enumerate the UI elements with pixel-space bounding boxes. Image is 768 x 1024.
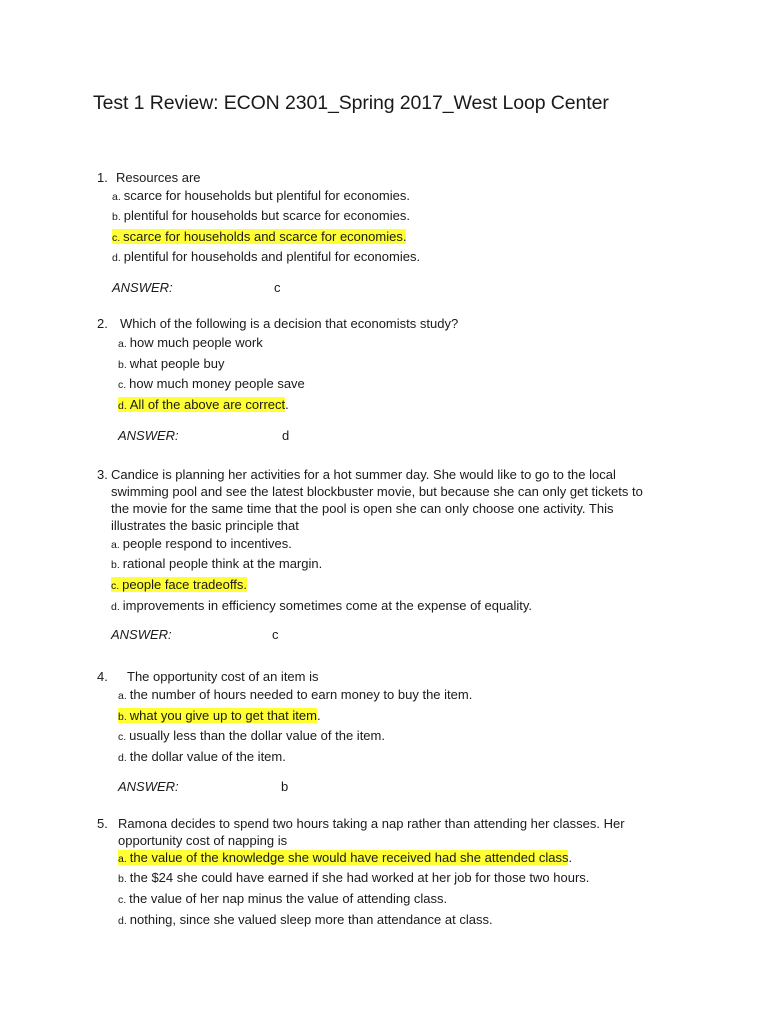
option-letter: c. [111,580,120,592]
option-letter: b. [118,359,127,371]
answer-option [118,912,493,929]
option-text: scarce for households but plentiful for economies. [123,188,410,203]
option-text: what people buy [129,356,225,371]
answer-option [118,335,263,352]
option-content [118,335,263,350]
answer-option [118,356,224,373]
answer-option [118,850,572,867]
option-content [118,749,286,764]
option-text: what you give up to get that item [129,708,317,723]
question-stem-line: Which of the following is a decision that economists study? [120,316,459,331]
answer-option [112,249,420,266]
option-content [118,912,493,927]
answer-label: ANSWER: [112,280,173,295]
question-stem-line: The opportunity cost of an item is [127,669,319,684]
option-letter: d. [112,252,121,264]
question-stem-line: the movie for the same time that the pool is open she can only choose one activity. This [111,501,614,516]
option-letter: a. [118,853,127,865]
option-letter: c. [118,894,127,906]
option-content [111,556,322,571]
option-letter: a. [111,539,120,551]
question-stem-line: Candice is planning her activities for a hot summer day. She would like to go to the local [111,467,616,482]
question-stem-line: illustrates the basic principle that [111,518,299,533]
option-text: rational people think at the margin. [122,556,323,571]
option-letter: a. [118,690,127,702]
option-content [118,891,447,906]
answer-option [111,536,292,553]
option-content [118,376,305,391]
answer-option [118,749,286,766]
question-number: 2. [97,316,108,331]
option-letter: b. [112,211,121,223]
option-content [118,728,385,743]
page-title: Test 1 Review: ECON 2301_Spring 2017_West Loop Center [93,92,609,114]
option-text: improvements in efficiency sometimes come at the expense of equality. [122,598,532,613]
option-letter: b. [111,559,120,571]
highlighted-answer [111,577,247,592]
answer-option [111,598,532,615]
option-content [112,188,410,203]
answer-option [111,556,322,573]
answer-value: c [274,280,281,295]
option-letter: d. [118,915,127,927]
option-text: plentiful for households but scarce for economies. [123,208,410,223]
option-letter: a. [112,191,121,203]
option-letter: b. [118,711,127,723]
answer-label: ANSWER: [118,779,179,794]
option-text: nothing, since she valued sleep more than attendance at class. [129,912,493,927]
question-stem-line: swimming pool and see the latest blockbuster movie, but because she can only get tickets to [111,484,643,499]
option-content [112,249,420,264]
option-text: how much money people save [129,376,305,391]
highlighted-answer [118,850,568,865]
option-letter: d. [118,752,127,764]
answer-option [118,376,305,393]
option-content [118,687,472,702]
highlighted-answer [112,229,406,244]
answer-option [118,687,472,704]
option-letter: d. [111,601,120,613]
answer-option [112,208,410,225]
answer-option [118,708,321,725]
option-text: people face tradeoffs. [122,577,247,592]
option-content [111,598,532,613]
option-letter: c. [112,232,121,244]
option-text: how much people work [129,335,263,350]
option-content [118,356,224,371]
option-suffix: . [285,397,289,412]
answer-label: ANSWER: [118,428,179,443]
option-content [111,536,292,551]
answer-option [112,229,406,246]
answer-option [112,188,410,205]
option-letter: c. [118,731,127,743]
answer-value: c [272,627,279,642]
question-number: 1. [97,170,108,185]
answer-option [118,397,289,414]
question-number: 4. [97,669,108,684]
option-text: the dollar value of the item. [129,749,286,764]
question-number: 5. [97,816,108,831]
option-text: plentiful for households and plentiful for economies. [123,249,421,264]
answer-value: d [282,428,290,443]
option-text: people respond to incentives. [122,536,292,551]
option-suffix: . [568,850,573,865]
option-text: the value of her nap minus the value of attending class. [129,891,448,906]
highlighted-answer [118,397,285,412]
question-stem-line: Ramona decides to spend two hours taking a nap rather than attending her classes. Her [118,816,625,831]
option-content [112,208,410,223]
option-suffix: . [316,708,321,723]
answer-value: b [281,779,289,794]
option-letter: b. [118,873,127,885]
option-text: usually less than the dollar value of the item. [129,728,385,743]
answer-label: ANSWER: [111,627,172,642]
option-content [118,870,589,885]
option-text: the number of hours needed to earn money to buy the item. [129,687,473,702]
question-number: 3. [97,467,108,482]
highlighted-answer [118,708,317,723]
option-letter: d. [118,400,127,412]
option-letter: a. [118,338,127,350]
question-stem-line: opportunity cost of napping is [118,833,288,848]
answer-option [111,577,247,594]
answer-option [118,870,589,887]
question-stem-line: Resources are [116,170,201,185]
option-text: All of the above are correct [129,397,286,412]
answer-option [118,728,385,745]
option-text: the $24 she could have earned if she had worked at her job for those two hours. [129,870,590,885]
option-text: scarce for households and scarce for economies. [123,229,407,244]
option-text: the value of the knowledge she would have received had she attended class [129,850,569,865]
answer-option [118,891,447,908]
option-letter: c. [118,379,127,391]
